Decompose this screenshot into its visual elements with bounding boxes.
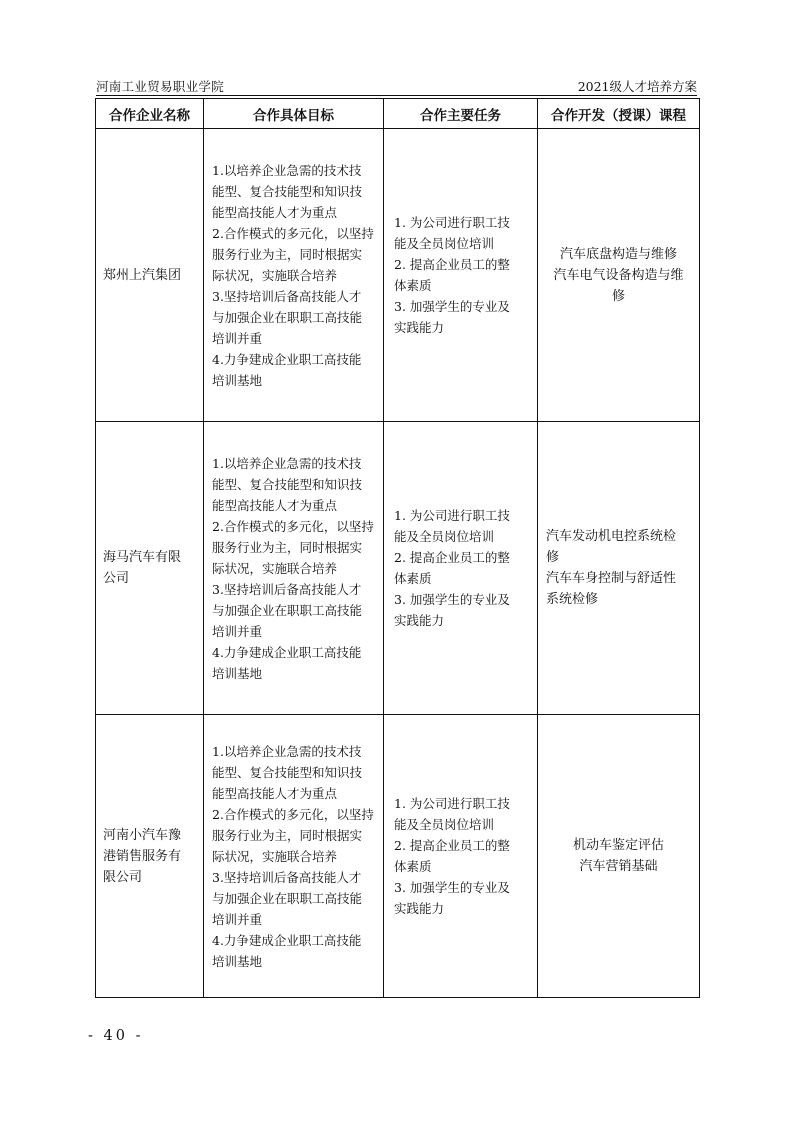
text-line: 与加强企业在职职工高技能	[212, 890, 363, 906]
courses-cell	[538, 129, 700, 422]
text-line: 汽车车身控制与舒适性	[546, 571, 677, 586]
goals-cell	[204, 422, 384, 715]
text-line: 能及全员岗位培训	[394, 817, 495, 832]
text-line: 河南小汽车豫	[103, 827, 182, 843]
text-line: 实践能力	[394, 613, 445, 628]
text-line: 2.合作模式的多元化，以坚持	[212, 806, 374, 822]
text-line: 实践能力	[394, 901, 445, 916]
text-line: 际状况，实施联合培养	[212, 560, 338, 576]
text-line: 培训基地	[212, 953, 263, 969]
text-line: 3. 加强学生的专业及	[394, 592, 510, 607]
text-line: 汽车发动机电控系统检	[546, 529, 677, 544]
text-line: 公司	[103, 571, 130, 586]
text-line: 3.坚持培训后备高技能人才	[212, 581, 362, 597]
text-line: 1.以培养企业急需的技术技	[212, 455, 362, 471]
text-line: 与加强企业在职职工高技能	[212, 309, 363, 325]
text-line: 汽车底盘构造与维修	[559, 246, 677, 262]
text-line: 3.坚持培训后备高技能人才	[212, 288, 362, 304]
text-line: 能及全员岗位培训	[394, 236, 495, 251]
company-name-cell	[96, 129, 204, 422]
courses-cell	[538, 422, 700, 715]
text-line: 修	[611, 288, 625, 304]
text-line: 4.力争建成企业职工高技能	[212, 644, 362, 660]
column-header-tasks: 合作主要任务	[384, 99, 538, 129]
text-line: 3.坚持培训后备高技能人才	[212, 869, 362, 885]
table-row	[96, 422, 700, 715]
text-line: 修	[546, 550, 560, 565]
tasks-cell	[384, 715, 538, 998]
header-document-title: 2021级人才培养方案	[577, 79, 697, 94]
tasks-cell	[384, 129, 538, 422]
text-line: 汽车电气设备构造与维	[553, 267, 684, 283]
text-line: 能型高技能人才为重点	[212, 785, 338, 801]
text-line: 机动车鉴定评估	[572, 838, 664, 853]
header-divider	[96, 95, 697, 96]
text-line: 2. 提高企业员工的整	[394, 257, 510, 272]
text-line: 培训并重	[212, 911, 263, 927]
column-header-company: 合作企业名称	[96, 99, 204, 129]
text-line: 3. 加强学生的专业及	[394, 880, 510, 895]
text-line: 海马汽车有限	[103, 550, 182, 565]
table-row	[96, 129, 700, 422]
goals-cell	[204, 715, 384, 998]
text-line: 能型、复合技能型和知识技	[212, 183, 363, 199]
text-line: 能型高技能人才为重点	[212, 204, 338, 220]
text-line: 汽车营销基础	[579, 859, 658, 874]
text-line: 培训并重	[212, 330, 263, 346]
text-line: 能型、复合技能型和知识技	[212, 764, 363, 780]
text-line: 培训基地	[212, 372, 263, 388]
text-line: 服务行业为主，同时根据实	[212, 246, 363, 262]
goals-cell	[204, 129, 384, 422]
text-line: 能型高技能人才为重点	[212, 497, 338, 513]
text-line: 郑州上汽集团	[103, 267, 182, 283]
text-line: 能型、复合技能型和知识技	[212, 476, 363, 492]
text-line: 体素质	[394, 859, 432, 874]
text-line: 3. 加强学生的专业及	[394, 299, 510, 314]
text-line: 实践能力	[394, 320, 445, 335]
text-line: 4.力争建成企业职工高技能	[212, 351, 362, 367]
text-line: 体素质	[394, 571, 432, 586]
text-line: 体素质	[394, 278, 432, 293]
text-line: 培训基地	[212, 665, 263, 681]
text-line: 系统检修	[546, 592, 599, 607]
text-line: 际状况，实施联合培养	[212, 267, 338, 283]
table-header-row	[96, 99, 700, 129]
text-line: 1. 为公司进行职工技	[394, 508, 510, 523]
company-name-cell	[96, 422, 204, 715]
company-name-cell	[96, 715, 204, 998]
text-line: 2.合作模式的多元化，以坚持	[212, 518, 374, 534]
column-header-goals: 合作具体目标	[204, 99, 384, 129]
text-line: 2. 提高企业员工的整	[394, 550, 510, 565]
text-line: 2.合作模式的多元化，以坚持	[212, 225, 374, 241]
text-line: 能及全员岗位培训	[394, 529, 495, 544]
text-line: 1.以培养企业急需的技术技	[212, 743, 362, 759]
header-institution: 河南工业贸易职业学院	[96, 79, 225, 94]
text-line: 服务行业为主，同时根据实	[212, 539, 363, 555]
tasks-cell	[384, 422, 538, 715]
text-line: 际状况，实施联合培养	[212, 848, 338, 864]
text-line: 4.力争建成企业职工高技能	[212, 932, 362, 948]
text-line: 港销售服务有	[103, 848, 182, 864]
text-line: 服务行业为主，同时根据实	[212, 827, 363, 843]
text-line: 1. 为公司进行职工技	[394, 796, 510, 811]
text-line: 限公司	[103, 869, 143, 885]
text-line: 1. 为公司进行职工技	[394, 215, 510, 230]
page-number: - 40 -	[88, 1028, 144, 1044]
text-line: 培训并重	[212, 623, 263, 639]
table-row	[96, 715, 700, 998]
column-header-courses: 合作开发（授课）课程	[538, 99, 700, 129]
cooperation-table	[95, 98, 700, 998]
courses-cell	[538, 715, 700, 998]
text-line: 2. 提高企业员工的整	[394, 838, 510, 853]
text-line: 1.以培养企业急需的技术技	[212, 162, 362, 178]
text-line: 与加强企业在职职工高技能	[212, 602, 363, 618]
